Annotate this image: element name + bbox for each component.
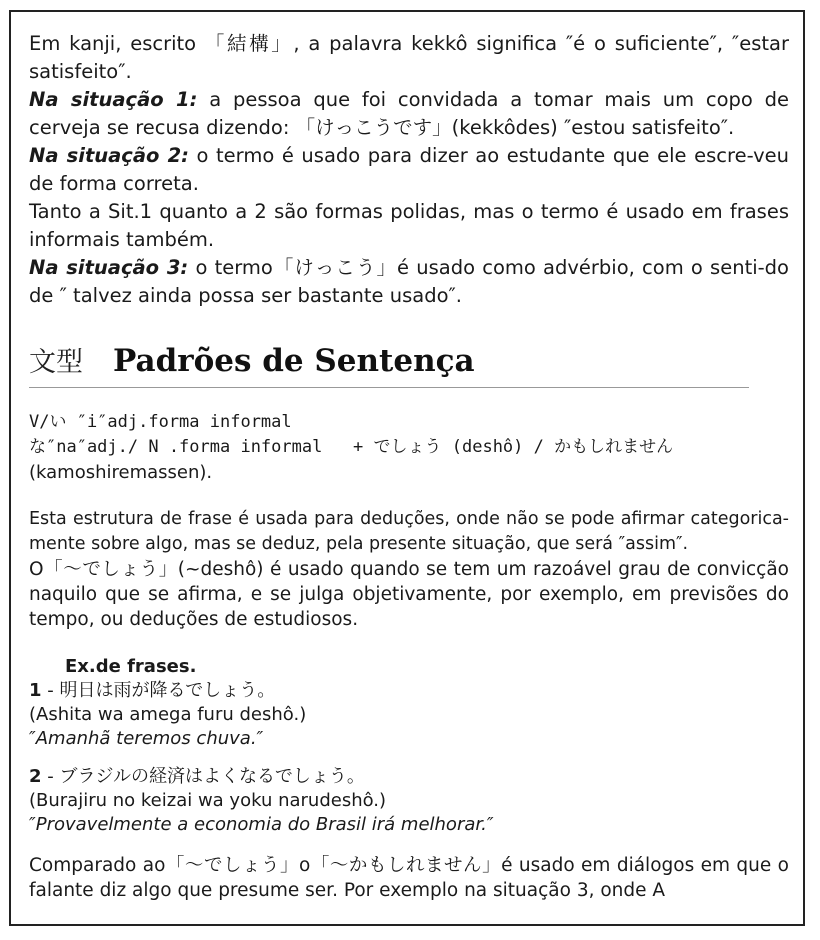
explanation-paragraph-1: Esta estrutura de frase é usada para deduções, onde não se pode afirmar categorica-mente sobre algo, mas se deduz, pela presente situação, que será ″assim″. xyxy=(29,509,789,554)
example-1-translation: ″Amanhã teremos chuva.″ xyxy=(29,728,264,749)
intro-situation-2 xyxy=(29,142,789,198)
situation-3-label: Na situação 3: xyxy=(29,256,189,279)
heading-japanese: 文型 xyxy=(29,347,83,378)
example-1-japanese: - 明日は雨が降るでしょう。 xyxy=(41,680,276,701)
intro-situation-1 xyxy=(29,86,789,142)
formula-line-1: V/い ″i″adj.forma informal xyxy=(29,412,292,432)
example-2-number: 2 xyxy=(29,766,42,787)
example-item-1 xyxy=(29,679,789,751)
formula-line-3: (kamoshiremassen). xyxy=(29,462,213,483)
example-item-2 xyxy=(29,765,789,837)
example-1-romaji: (Ashita wa amega furu deshô.) xyxy=(29,704,307,725)
situation-1-text: a pessoa que foi convidada a tomar mais um copo de cerveja se recusa dizendo: 「けっこうです」(kekkôdes) ″estou satisfeito″. xyxy=(29,88,789,139)
intro-situation-3 xyxy=(29,254,789,310)
comparison-paragraph: Comparado ao「～でしょう」o「～かもしれません」é usado em diálogos em que o falante diz algo que presume ser. Por exemplo na situação 3, onde A xyxy=(29,855,789,901)
situation-3-text: o termo「けっこう」é usado como advérbio, com o senti-do de ″ talvez ainda possa ser bastante usado″. xyxy=(29,256,789,307)
explanation-paragraph-2: O「～でしょう」(~deshô) é usado quando se tem um razoável grau de convicção naquilo que se afirma, e se julga objetivamente, por exemplo, em previsões do tempo, ou deduções de estudiosos. xyxy=(29,559,789,630)
example-2-japanese-line xyxy=(29,765,789,789)
section-heading xyxy=(29,340,789,379)
situation-1-label: Na situação 1: xyxy=(29,88,198,111)
heading-divider xyxy=(29,387,749,388)
example-2-japanese: - ブラジルの経済はよくなるでしょう。 xyxy=(41,766,365,787)
situation-2-label: Na situação 2: xyxy=(29,144,189,167)
page-frame xyxy=(9,10,805,926)
example-1-number: 1 xyxy=(29,680,42,701)
situation-2-text: o termo é usado para dizer ao estudante que ele escre-veu de forma correta. xyxy=(29,144,789,195)
intro-kanji-sentence: Em kanji, escrito 「結構」, a palavra kekkô significa ″é o suficiente″, ″estar satisfeito″. xyxy=(29,32,789,83)
examples-title: Ex.de frases. xyxy=(65,656,197,677)
grammar-formula xyxy=(29,410,789,485)
heading-portuguese: Padrões de Sentença xyxy=(113,343,475,379)
example-2-romaji: (Burajiru no keizai wa yoku narudeshô.) xyxy=(29,790,387,811)
example-1-japanese-line xyxy=(29,679,789,703)
example-2-translation: ″Provavelmente a economia do Brasil irá melhorar.″ xyxy=(29,814,494,835)
page-content xyxy=(29,30,789,922)
formula-line-2: な″na″adj./ N .forma informal + でしょう (deshô) / かもしれません xyxy=(29,437,674,457)
intro-polite-forms: Tanto a Sit.1 quanto a 2 são formas polidas, mas o termo é usado em frases informais também. xyxy=(29,200,789,251)
